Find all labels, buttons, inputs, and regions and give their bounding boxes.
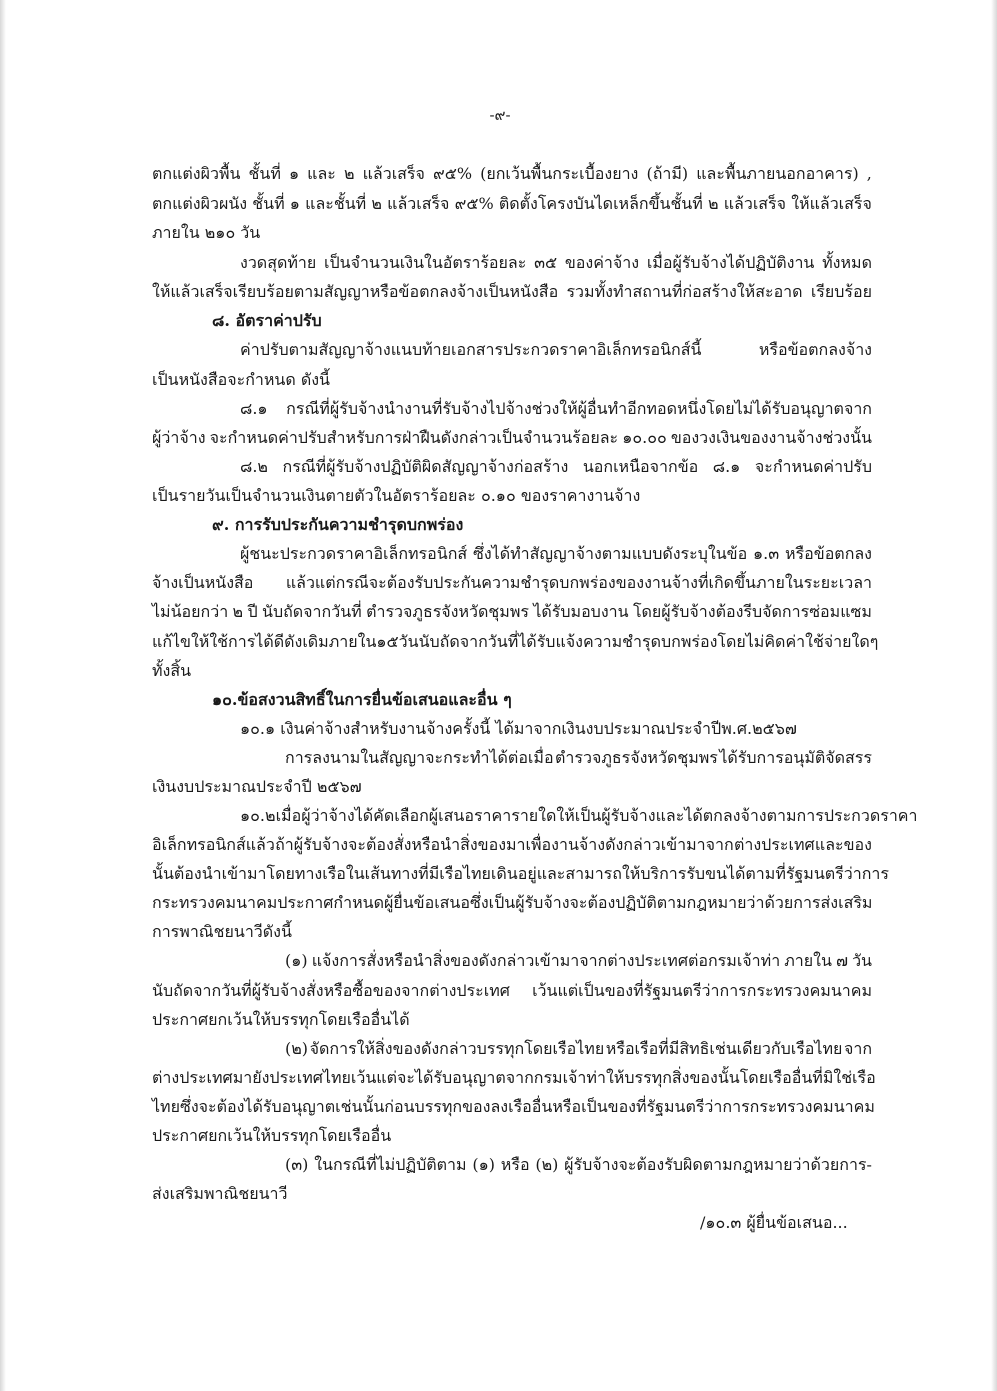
text-line-24 bbox=[152, 833, 872, 857]
word: อิเล็กทรอนิกส์แล้ว bbox=[152, 835, 275, 854]
word: ให้แล้วเสร็จ bbox=[791, 194, 872, 213]
word: โดยไม่คิดค่าใช้จ่ายใดๆ bbox=[717, 632, 879, 651]
word: (๒) bbox=[535, 1155, 559, 1174]
word: ตกแต่งผิวผนัง bbox=[152, 194, 248, 213]
word: โดยผู้รับจ้างต้องรีบจัดการซ่อมแซม bbox=[632, 602, 872, 621]
word: และ bbox=[307, 164, 336, 183]
word: นับถัดจากวันที่ bbox=[262, 602, 362, 621]
word: ติดตั้งโครงบันไดเหล็กขึ้นชั้นที่ bbox=[498, 194, 703, 213]
text-line-10 bbox=[152, 426, 872, 450]
text-line-36: ส่งเสริมพาณิชยนาวี bbox=[152, 1184, 288, 1203]
word: เป็นจำนวนเงินในอัตราร้อยละ bbox=[324, 253, 527, 272]
word: แล้วแต่กรณีจะต้องรับประกันความชำรุดบกพร่องของงานจ้างที่เกิดขึ้นภายในระยะเวลา bbox=[285, 573, 872, 592]
section-heading-10: ๑๐.ข้อสงวนสิทธิ์ในการยื่นข้อเสนอและอื่น ๆ bbox=[212, 690, 512, 709]
text-line-1 bbox=[152, 162, 872, 186]
text-line-14 bbox=[240, 542, 872, 566]
word: ชั้นที่ bbox=[252, 194, 285, 213]
continuation-footer: /๑๐.๓ ผู้ยื่นข้อเสนอ... bbox=[700, 1213, 848, 1232]
word: ๒ bbox=[232, 602, 244, 621]
word: และของ bbox=[814, 835, 872, 854]
text-line-30: ประกาศยกเว้นให้บรรทุกโดยเรืออื่นได้ bbox=[152, 1010, 410, 1029]
word: ๙๕% bbox=[454, 194, 494, 213]
word: ปี bbox=[247, 602, 258, 621]
text-line-34: ประกาศยกเว้นให้บรรทุกโดยเรืออื่น bbox=[152, 1126, 392, 1145]
text-line-22: เงินงบประมาณประจำปี ๒๕๖๗ bbox=[152, 777, 362, 796]
word: กรณีที่ผู้รับจ้างนำงานที่รับจ้างไปจ้างช่วงให้ผู้อื่นทำอีกทอดหนึ่งโดยไม่ได้รับอนุญาตจาก bbox=[286, 399, 872, 418]
page-edge-left bbox=[0, 0, 6, 1391]
text-line-7 bbox=[240, 338, 872, 362]
word: จัดการให้สิ่งของดังกล่าวบรรทุกโดยเรือไทย bbox=[309, 1039, 605, 1058]
word: ตำรวจภูธรจังหวัดชุมพร bbox=[555, 748, 718, 767]
word: ต่างประเทศมายังประเทศไทย bbox=[152, 1068, 351, 1087]
word: ๒ bbox=[343, 164, 355, 183]
word: ได้รับมอบงาน bbox=[533, 602, 629, 621]
word: เว้นแต่เป็นของที่รัฐมนตรีว่าการกระทรวงคมนาคม bbox=[532, 981, 872, 1000]
word: เว้นแต่จะได้รับอนุญาตจากกรมเจ้าท่า bbox=[350, 1068, 606, 1087]
word: เรียบร้อย bbox=[810, 282, 872, 301]
page-number: -๙- bbox=[489, 106, 511, 124]
text-line-33 bbox=[152, 1095, 875, 1119]
text-line-12: เป็นรายวันเป็นจำนวนเงินตายตัวในอัตราร้อยละ ๐.๑๐ ของราคางานจ้าง bbox=[152, 486, 641, 505]
word: จะกำหนดค่าปรับสำหรับการฝ่าฝืนดังกล่าวเป็นจำนวนร้อยละ bbox=[209, 428, 619, 447]
text-line-16 bbox=[152, 600, 872, 624]
word: ให้บรรทุกสิ่งของนั้นโดยเรืออื่นที่มิใช่เรือ bbox=[605, 1068, 876, 1087]
word: ได้คัดเลือกผู้เสนอราคารายใดให้เป็นผู้รับจ้างและได้ตกลงจ้าง bbox=[354, 806, 767, 825]
word: ให้แล้วเสร็จเรียบร้อยตามสัญญาหรือข้อตกลงจ้างเป็นหนังสือ bbox=[152, 282, 559, 301]
word: เมื่อผู้รับจ้างได้ปฏิบัติงาน bbox=[646, 253, 815, 272]
word: ชั้นที่ bbox=[248, 164, 281, 183]
word: หรือ bbox=[500, 1155, 530, 1174]
word: ๒ bbox=[371, 194, 382, 213]
word: และพื้นภายนอกอาคาร) bbox=[696, 164, 859, 183]
text-line-31 bbox=[285, 1037, 872, 1061]
word: ๓๕ bbox=[534, 253, 558, 272]
word: ของวงเงินของงานจ้างช่วงนั้น bbox=[670, 428, 872, 447]
text-line-11 bbox=[240, 455, 872, 479]
word: ๘.๒ bbox=[240, 457, 268, 476]
word: นั้นต้องนำเข้ามาโดยทางเรือในเส้นทางที่มีเรือไทยเดินอยู่และสามารถให้บริการรับขนได้ bbox=[152, 864, 746, 883]
word: (ยกเว้นพื้นกระเบื้องยาง bbox=[480, 164, 639, 183]
word: ไม่น้อยกว่า bbox=[152, 602, 229, 621]
word: ของค่าจ้าง bbox=[564, 253, 640, 272]
word: จาก bbox=[843, 1039, 872, 1058]
word: ตกแต่งผิวพื้น bbox=[152, 164, 241, 183]
text-line-4 bbox=[240, 251, 872, 275]
word: เมื่อผู้ว่าจ้าง bbox=[275, 806, 355, 825]
word: ๘.๑ bbox=[240, 399, 268, 418]
word: ต่างประเทศ bbox=[733, 835, 815, 854]
word: หรือข้อตกลง bbox=[785, 544, 872, 563]
word: ๑๕ bbox=[376, 632, 399, 651]
word: กรณีที่ผู้รับจ้างปฏิบัติผิดสัญญาจ้างก่อสร้าง bbox=[282, 457, 569, 476]
text-line-15 bbox=[152, 571, 872, 595]
word: การลงนามในสัญญาจะกระทำได้ต่อเมื่อ bbox=[285, 748, 554, 767]
word: ๑ bbox=[289, 194, 300, 213]
text-line-3: ภายใน ๒๑๐ วัน bbox=[152, 223, 261, 242]
text-line-29 bbox=[152, 979, 872, 1003]
word: หรือเป็นของที่รัฐมนตรีว่าการกระทรวงคมนาคม bbox=[552, 1097, 875, 1116]
word: (๒) bbox=[285, 1039, 309, 1058]
word: ตามที่รัฐมนตรีว่าการ bbox=[745, 864, 889, 883]
word: ได้รับการอนุมัติจัดสรร bbox=[719, 748, 872, 767]
word: กระทรวงคมนาคมประกาศกำหนด bbox=[152, 893, 384, 912]
word: ผู้ยื่นข้อเสนอซึ่งเป็นผู้รับจ้างจะต้องปฏิบัติตามกฎหมายว่าด้วยการส่งเสริม bbox=[383, 893, 873, 912]
word: ตามการประกวดราคา bbox=[766, 806, 918, 825]
page-edge-right bbox=[991, 0, 997, 1391]
word: หรือเรือที่มีสิทธิเช่นเดียวกับเรือไทย bbox=[605, 1039, 843, 1058]
section-heading-9: ๙. การรับประกันความชำรุดบกพร่อง bbox=[212, 515, 464, 534]
word: แล้วเสร็จ bbox=[387, 194, 450, 213]
word: ผู้ชนะประกวดราคาอิเล็กทรอนิกส์ bbox=[240, 544, 468, 563]
word: และชั้นที่ bbox=[305, 194, 367, 213]
word: งวดสุดท้าย bbox=[240, 253, 317, 272]
text-line-23 bbox=[240, 804, 918, 828]
word: ถ้าผู้รับจ้างจะต้องสั่งหรือนำสิ่งของมาเพื่องานจ้างดังกล่าวเข้ามาจาก bbox=[275, 835, 734, 854]
word: ภายใน bbox=[328, 632, 377, 651]
word: แล้วเสร็จ bbox=[723, 194, 787, 213]
word: นับถัดจากวันที่ผู้รับจ้างสั่งหรือซื้อของจากต่างประเทศ bbox=[152, 981, 510, 1000]
word: ผู้รับจ้างจะต้องรับผิดตามกฎหมายว่าด้วยการ- bbox=[564, 1155, 872, 1174]
text-line-21 bbox=[285, 746, 872, 770]
word: ผู้ว่าจ้าง bbox=[152, 428, 206, 447]
word: รวมทั้งทำสถานที่ก่อสร้างให้สะอาด bbox=[566, 282, 803, 301]
text-line-32 bbox=[152, 1066, 876, 1090]
word: วัน bbox=[398, 632, 419, 651]
text-line-5 bbox=[152, 280, 872, 304]
word: ๑๐.๐๐ bbox=[622, 428, 667, 447]
word: (๓) bbox=[285, 1155, 309, 1174]
word: นอกเหนือจากข้อ bbox=[582, 457, 699, 476]
word: ในกรณีที่ไม่ปฏิบัติตาม bbox=[314, 1155, 467, 1174]
text-line-8: เป็นหนังสือจะกำหนด ดังนี้ bbox=[152, 370, 330, 389]
word: ค่าปรับตามสัญญาจ้างแนบท้ายเอกสารประกวดราคาอิเล็กทรอนิกส์นี้ bbox=[240, 340, 702, 359]
text-line-27: การพาณิชยนาวีดังนี้ bbox=[152, 922, 292, 941]
text-line-20: ๑๐.๑ เงินค่าจ้างสำหรับงานจ้างครั้งนี้ ได้มาจากเงินงบประมาณประจำปีพ.ศ.๒๕๖๗ bbox=[240, 719, 797, 738]
word: ๗ bbox=[835, 951, 848, 970]
word: นับถัดจากวันที่ได้รับแจ้งความชำรุดบกพร่อง bbox=[418, 632, 718, 651]
section-heading-8: ๘. อัตราค่าปรับ bbox=[212, 311, 322, 330]
word: แก้ไขให้ใช้การได้ดีดังเดิม bbox=[152, 632, 329, 651]
word: ๙๕% bbox=[432, 164, 473, 183]
text-line-18: ทั้งสิ้น bbox=[152, 661, 192, 680]
text-line-25 bbox=[152, 862, 889, 886]
word: , bbox=[866, 164, 872, 183]
text-line-17 bbox=[152, 630, 879, 654]
word: จ้างเป็นหนังสือ bbox=[152, 573, 254, 592]
word: ๑ bbox=[288, 164, 300, 183]
word: ภายใน bbox=[784, 951, 832, 970]
word: ไทย bbox=[152, 1097, 180, 1116]
word: จะกำหนดค่าปรับ bbox=[754, 457, 872, 476]
word: (๑) bbox=[472, 1155, 496, 1174]
text-line-26 bbox=[152, 891, 872, 915]
word: ๑.๓ bbox=[753, 544, 780, 563]
word: แล้วเสร็จ bbox=[362, 164, 425, 183]
word: วัน bbox=[852, 951, 872, 970]
word: ทั้งหมด bbox=[822, 253, 872, 272]
word: ๑๐.๒ bbox=[240, 806, 276, 825]
word: ตำรวจภูธรจังหวัดชุมพร bbox=[366, 602, 529, 621]
text-line-9 bbox=[240, 397, 872, 421]
text-line-28 bbox=[285, 949, 872, 973]
word: ๒ bbox=[707, 194, 719, 213]
text-line-35 bbox=[285, 1153, 872, 1177]
word: (ถ้ามี) bbox=[646, 164, 689, 183]
word: หรือข้อตกลงจ้าง bbox=[758, 340, 872, 359]
word: ซึ่งจะต้องได้รับอนุญาตเช่นนั้นก่อนบรรทุกของลงเรืออื่น bbox=[179, 1097, 553, 1116]
word: ๘.๑ bbox=[712, 457, 741, 476]
word: (๑) bbox=[285, 951, 308, 970]
text-line-2 bbox=[152, 192, 872, 216]
word: ซึ่งได้ทำสัญญาจ้างตามแบบดังระบุในข้อ bbox=[472, 544, 748, 563]
word: แจ้งการสั่งหรือนำสิ่งของดังกล่าวเข้ามาจากต่างประเทศต่อกรมเจ้าท่า bbox=[311, 951, 781, 970]
